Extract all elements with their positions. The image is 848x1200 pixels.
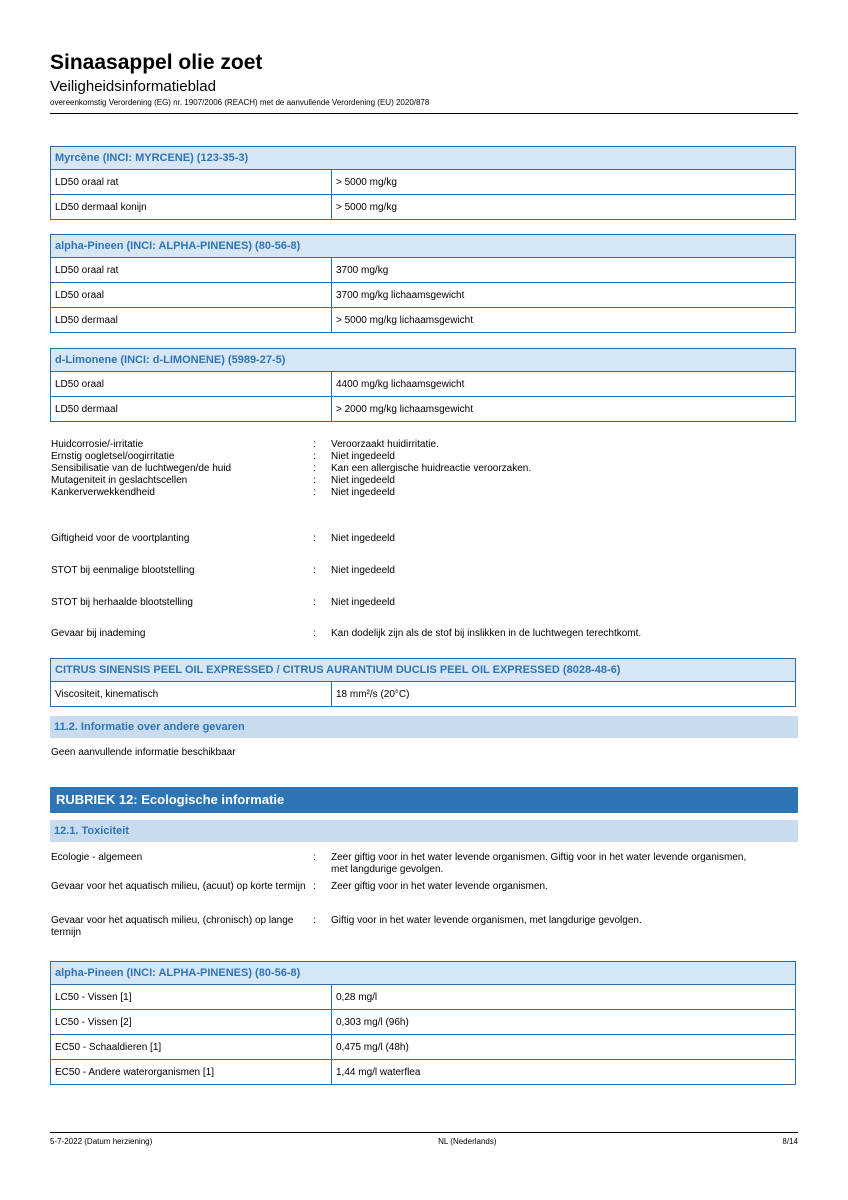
row-label: LD50 dermaal konijn	[51, 195, 332, 220]
eco-row: Gevaar voor het aquatisch milieu, (acuut) op korte termijn : Zeer giftig voor in het water levende organismen.	[51, 881, 799, 893]
row-label: LD50 dermaal	[51, 308, 332, 333]
eco-label: Gevaar voor het aquatisch milieu, (acuut) op korte termijn	[51, 881, 306, 892]
row-value: 0,28 mg/l	[332, 985, 796, 1010]
row-value: > 2000 mg/kg lichaamsgewicht	[332, 397, 796, 422]
row-label: LD50 oraal	[51, 283, 332, 308]
table-title: d-Limonene (INCI: d-LIMONENE) (5989-27-5)	[51, 349, 796, 372]
row-value: 4400 mg/kg lichaamsgewicht	[332, 372, 796, 397]
hazard-label: Giftigheid voor de voortplanting	[51, 533, 190, 544]
hazard-value: Veroorzaakt huidirritatie.	[331, 439, 439, 450]
footer-date: 5-7-2022 (Datum herziening)	[50, 1137, 153, 1146]
header-divider	[50, 113, 798, 114]
table-row	[51, 170, 796, 195]
document-title: Sinaasappel olie zoet	[50, 51, 263, 74]
hazard-value: Kan een allergische huidreactie veroorzaken.	[331, 463, 532, 474]
row-label: LD50 oraal rat	[51, 170, 332, 195]
table-row	[51, 1060, 796, 1085]
eco-row: Ecologie - algemeen : Zeer giftig voor in het water levende organismen. Giftig voor in het water levende organismen, met langdurige gevolgen.	[51, 852, 799, 876]
row-value: 3700 mg/kg	[332, 258, 796, 283]
hazard-value: Niet ingedeeld	[331, 565, 395, 576]
row-label: LC50 - Vissen [2]	[51, 1010, 332, 1035]
hazard-label: Kankerverwekkendheid	[51, 487, 155, 498]
hazard-row: Huidcorrosie/-irritatie : Veroorzaakt huidirritatie.	[51, 439, 799, 451]
row-value: > 5000 mg/kg	[332, 195, 796, 220]
regulation-note: overeenkomstig Verordening (EG) nr. 1907/2006 (REACH) met de aanvullende Verordening (EU) 2020/878	[50, 98, 430, 107]
row-label: Viscositeit, kinematisch	[51, 682, 332, 707]
table-row	[51, 308, 796, 333]
table-row	[51, 1010, 796, 1035]
section-11-2-text: Geen aanvullende informatie beschikbaar	[51, 747, 236, 758]
hazard-value: Niet ingedeeld	[331, 475, 395, 486]
page-footer	[50, 1132, 798, 1146]
hazard-row: Gevaar bij inademing : Kan dodelijk zijn als de stof bij inslikken in de luchtwegen terechtkomt.	[51, 628, 799, 640]
hazard-label: STOT bij herhaalde blootstelling	[51, 597, 193, 608]
tox-table-alpha-pinene	[50, 234, 798, 333]
table-row	[51, 372, 796, 397]
hazard-row: Sensibilisatie van de luchtwegen/de huid : Kan een allergische huidreactie veroorzaken.	[51, 463, 799, 475]
section-12-heading: RUBRIEK 12: Ecologische informatie	[50, 787, 798, 813]
eco-table-alpha-pinene	[50, 961, 798, 1085]
hazard-label: Gevaar bij inademing	[51, 628, 146, 639]
footer-language: NL (Nederlands)	[438, 1137, 497, 1146]
citrus-table	[50, 658, 798, 707]
table-title: alpha-Pineen (INCI: ALPHA-PINENES) (80-56-8)	[51, 962, 796, 985]
hazard-label: STOT bij eenmalige blootstelling	[51, 565, 195, 576]
tox-table-myrcene	[50, 146, 798, 220]
document-subtitle: Veiligheidsinformatieblad	[50, 78, 216, 95]
row-value: 18 mm²/s (20°C)	[332, 682, 796, 707]
row-value: 0,475 mg/l (48h)	[332, 1035, 796, 1060]
row-value: 1,44 mg/l waterflea	[332, 1060, 796, 1085]
eco-value: Zeer giftig voor in het water levende organismen. Giftig voor in het water levende organismen, met langdurige gevolgen.	[331, 852, 747, 875]
row-label: LD50 oraal	[51, 372, 332, 397]
section-12-1-heading: 12.1. Toxiciteit	[50, 820, 798, 842]
section-11-2-heading: 11.2. Informatie over andere gevaren	[50, 716, 798, 738]
table-row	[51, 682, 796, 707]
table-title: alpha-Pineen (INCI: ALPHA-PINENES) (80-56-8)	[51, 235, 796, 258]
row-value: > 5000 mg/kg	[332, 170, 796, 195]
hazard-value: Kan dodelijk zijn als de stof bij inslikken in de luchtwegen terechtkomt.	[331, 628, 642, 639]
hazard-row: STOT bij eenmalige blootstelling : Niet ingedeeld	[51, 565, 799, 577]
row-label: LD50 oraal rat	[51, 258, 332, 283]
row-label: EC50 - Andere waterorganismen [1]	[51, 1060, 332, 1085]
table-row	[51, 195, 796, 220]
eco-value: Giftig voor in het water levende organismen, met langdurige gevolgen.	[331, 915, 642, 926]
hazard-row: Mutageniteit in geslachtscellen : Niet ingedeeld	[51, 475, 799, 487]
eco-label: Ecologie - algemeen	[51, 852, 143, 863]
row-label: LC50 - Vissen [1]	[51, 985, 332, 1010]
document-page	[50, 50, 798, 114]
tox-table-d-limonene	[50, 348, 798, 422]
hazard-label: Huidcorrosie/-irritatie	[51, 439, 144, 450]
hazard-label: Mutageniteit in geslachtscellen	[51, 475, 188, 486]
table-title: Myrcène (INCI: MYRCENE) (123-35-3)	[51, 147, 796, 170]
hazard-label: Ernstig oogletsel/oogirritatie	[51, 451, 175, 462]
hazard-value: Niet ingedeeld	[331, 487, 395, 498]
table-row	[51, 985, 796, 1010]
row-label: LD50 dermaal	[51, 397, 332, 422]
hazard-value: Niet ingedeeld	[331, 451, 395, 462]
table-title: CITRUS SINENSIS PEEL OIL EXPRESSED / CITRUS AURANTIUM DUCLIS PEEL OIL EXPRESSED (8028-48-6)	[51, 659, 796, 682]
hazard-value: Niet ingedeeld	[331, 597, 395, 608]
eco-value: Zeer giftig voor in het water levende organismen.	[331, 881, 548, 892]
table-row	[51, 283, 796, 308]
eco-row: Gevaar voor het aquatisch milieu, (chronisch) op lange termijn : Giftig voor in het water levende organismen, met langdurige gevolgen.	[51, 915, 799, 939]
hazard-row: Giftigheid voor de voortplanting : Niet ingedeeld	[51, 533, 799, 545]
footer-page-number: 8/14	[782, 1137, 798, 1146]
hazard-row: Ernstig oogletsel/oogirritatie : Niet ingedeeld	[51, 451, 799, 463]
table-row	[51, 1035, 796, 1060]
table-row	[51, 258, 796, 283]
table-row	[51, 397, 796, 422]
hazard-label: Sensibilisatie van de luchtwegen/de huid	[51, 463, 232, 474]
hazard-row: Kankerverwekkendheid : Niet ingedeeld	[51, 487, 799, 499]
row-label: EC50 - Schaaldieren [1]	[51, 1035, 332, 1060]
row-value: > 5000 mg/kg lichaamsgewicht	[332, 308, 796, 333]
row-value: 0,303 mg/l (96h)	[332, 1010, 796, 1035]
hazard-row: STOT bij herhaalde blootstelling : Niet ingedeeld	[51, 597, 799, 609]
row-value: 3700 mg/kg lichaamsgewicht	[332, 283, 796, 308]
hazard-value: Niet ingedeeld	[331, 533, 395, 544]
eco-label: Gevaar voor het aquatisch milieu, (chronisch) op lange termijn	[51, 915, 294, 938]
